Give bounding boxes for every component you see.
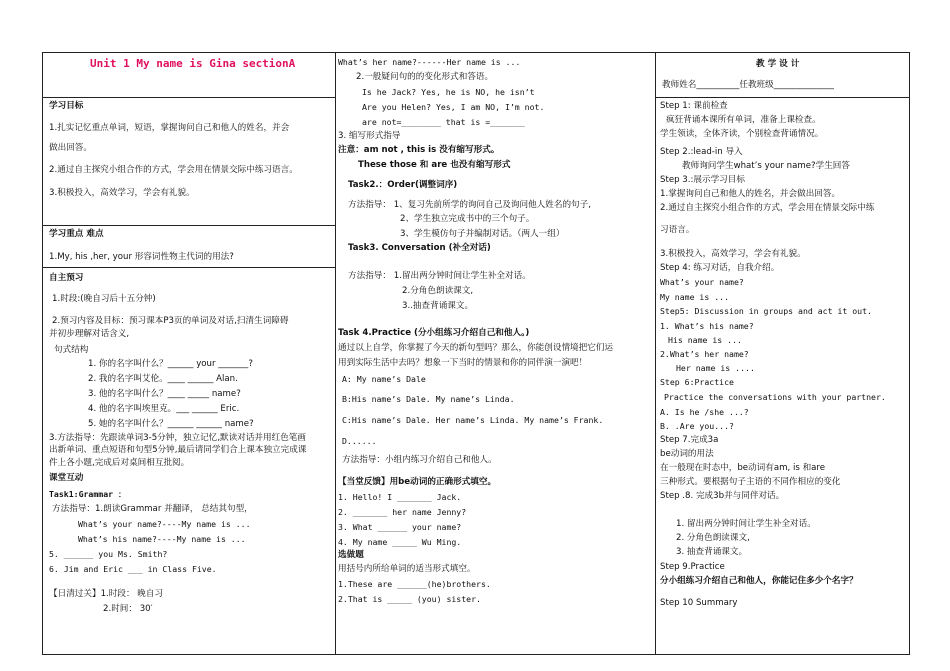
step-6: Step 6:Practice bbox=[660, 377, 734, 387]
step-1-detail-2: 学生领读，全体齐读，个别检查背诵情况。 bbox=[660, 129, 824, 139]
structure-line-2: 2. 我的名字叫艾伦。____ ______ Alan. bbox=[88, 374, 238, 384]
step-9: Step 9.Practice bbox=[660, 562, 725, 572]
step-5-line-2: His name is ... bbox=[668, 335, 742, 345]
step-3-goal-1: 1.掌握询问自己和他人的姓名，并会做出回答。 bbox=[660, 189, 841, 199]
daily-check: 【日清过关】1.时段： 晚自习 bbox=[49, 589, 164, 599]
step-5-line-3: 2.What’s her name? bbox=[660, 349, 749, 359]
optional-q1: 1.These are ______(he)brothers. bbox=[338, 579, 491, 589]
step-3-goal-3: 3.积极投入，高效学习，学会有礼貌。 bbox=[660, 249, 806, 259]
method-guide: 3.方法指导：先跟读单词3-5分钟，独立记忆,默读对话并用红色笔画 bbox=[49, 433, 306, 443]
step-1: Step 1: 课前检查 bbox=[660, 101, 728, 111]
task1-method: 方法指导：1.朗读Grammar 并翻译， 总结其句型， bbox=[52, 504, 253, 514]
task3-method-2: 2.分角色朗读课文, bbox=[402, 286, 474, 296]
step-10: Step 10 Summary bbox=[660, 598, 738, 608]
step-1-detail: 疯狂背诵本课所有单词，准备上课检查。 bbox=[666, 115, 821, 125]
feedback-q3: 3. What ______ your name? bbox=[338, 522, 462, 532]
daily-check-time: 2.时间： 30′ bbox=[103, 604, 153, 614]
method-guide-cont: 件上各小题,完成后对桌间相互批阅。 bbox=[49, 458, 190, 468]
column-student-plan bbox=[43, 53, 336, 654]
divider bbox=[43, 267, 335, 268]
question-form-heading: 2.一般疑问句的的变化形式和答语。 bbox=[356, 72, 494, 82]
self-study-heading: 自主预习 bbox=[49, 273, 84, 283]
step-6-line-1: Practice the conversations with your partner. bbox=[664, 392, 886, 402]
step-6-line-3: B. .Are you...? bbox=[660, 421, 734, 431]
grammar-q2: What’s his name?----My name is ... bbox=[78, 534, 246, 544]
task2-method-2: 2、学生独立完成书中的三个句子。 bbox=[400, 214, 535, 224]
task2-method: 方法指导： 1、复习先前所学的询问自己及询问他人姓名的句子, bbox=[348, 200, 591, 210]
dialog-line: Are you Helen? Yes, I am NO, I’m not. bbox=[362, 102, 545, 112]
optional-heading: 选做题 bbox=[338, 550, 364, 560]
feedback-heading: 【当堂反馈】用be动词的正确形式填空。 bbox=[338, 477, 497, 487]
feedback-q2: 2. _______ her name Jenny? bbox=[338, 507, 467, 517]
contraction-blanks: are not=________ that is =_______ bbox=[362, 117, 525, 127]
optional-q2: 2.That is _____ (you) sister. bbox=[338, 594, 481, 604]
step-8-line-2: 2. 分角色朗读课文, bbox=[676, 533, 750, 543]
practice-d: D...... bbox=[342, 436, 377, 446]
step-5: Step5: Discussion in groups and act it out. bbox=[660, 306, 872, 316]
step-3: Step 3.:展示学习目标 bbox=[660, 175, 745, 185]
task4-heading: Task 4.Practice (分小组练习介绍自己和他人。) bbox=[338, 328, 530, 338]
feedback-q4: 4. My name _____ Wu Ming. bbox=[338, 537, 462, 547]
structure-line-3: 3. 他的名字叫什么？____ _____ name? bbox=[88, 389, 241, 399]
task3-heading: Task3. Conversation (补全对话) bbox=[348, 243, 491, 253]
step-4-line-2: My name is ... bbox=[660, 292, 730, 302]
task3-method: 方法指导： 1.留出两分钟时间让学生补全对话。 bbox=[348, 271, 531, 281]
practice-c: C:His name’s Dale. Her name’s Linda. My name’s Frank. bbox=[342, 415, 604, 425]
goal-2: 2.通过自主探究小组合作的方式，学会用在情景交际中练习语言。 bbox=[49, 165, 298, 175]
step-7-line-3: 三种形式。要根据句子主语的不同作相应的变化 bbox=[660, 477, 841, 487]
worksheet-page bbox=[42, 52, 910, 655]
self-study-time: 1.时段:(晚自习后十五分钟) bbox=[52, 294, 156, 304]
sentence-structure: 句式结构 bbox=[54, 345, 89, 355]
task4-method: 方法指导：小组内练习介绍自己和他人。 bbox=[342, 455, 497, 465]
divider bbox=[656, 97, 909, 98]
step-6-line-2: A. Is he /she ...? bbox=[660, 407, 749, 417]
key-points-heading: 学习重点 难点 bbox=[49, 229, 104, 239]
dialog-line: Is he Jack? Yes, he is NO, he isn’t bbox=[362, 87, 535, 97]
step-5-line-4: Her name is .... bbox=[676, 363, 755, 373]
column-classroom-tasks bbox=[336, 53, 656, 654]
step-7-line-2: 在一般现在时态中，be动词有am, is 和are bbox=[660, 463, 826, 473]
design-heading: 教 学 设 计 bbox=[756, 59, 800, 69]
task2-heading: Task2.：Order(调整词序) bbox=[348, 180, 458, 190]
classroom-heading: 课堂互动 bbox=[49, 473, 84, 483]
step-7-line-1: be动词的用法 bbox=[660, 449, 714, 459]
contraction-note-2: These those 和 are 也没有缩写形式 bbox=[358, 160, 511, 170]
feedback-q1: 1. Hello! I _______ Jack. bbox=[338, 492, 462, 502]
dialog-line: What’s her name?------Her name is ... bbox=[338, 57, 521, 67]
contraction-heading: 3. 缩写形式指导 bbox=[338, 131, 401, 141]
learning-goals-heading: 学习目标 bbox=[49, 101, 84, 111]
grammar-q1: What’s your name?----My name is ... bbox=[78, 519, 251, 529]
task1-heading: Task1:Grammar ： bbox=[49, 489, 127, 499]
practice-b: B:His name’s Dale. My name’s Linda. bbox=[342, 394, 515, 404]
contraction-note: 注意：am not , this is 没有缩写形式。 bbox=[338, 145, 500, 155]
task4-intro: 通过以上自学，你掌握了今天的新句型吗？那么，你能创设情境把它们运 bbox=[338, 343, 614, 353]
goal-3: 3.积极投入，高效学习，学会有礼貌。 bbox=[49, 188, 195, 198]
grammar-q5: 5. ______ you Ms. Smith? bbox=[49, 549, 168, 559]
task3-method-3: 3..抽查背诵课文。 bbox=[402, 301, 474, 311]
step-3-goal-2-cont: 习语言。 bbox=[660, 225, 695, 235]
step-4-line-1: What’s your name? bbox=[660, 277, 744, 287]
step-4: Step 4: 练习对话，自我介绍。 bbox=[660, 263, 780, 273]
divider bbox=[43, 225, 335, 226]
structure-line-1: 1. 你的名字叫什么？______ your _______? bbox=[88, 359, 253, 369]
structure-line-4: 4. 他的名字叫埃里克。___ ______ Eric. bbox=[88, 404, 240, 414]
task4-intro-2: 用到实际生活中去吗？想象一下当时的情景和你的同伴演一演吧！ bbox=[338, 358, 588, 368]
step-9-detail: 分小组练习介绍自己和他人，你能记住多少个名字？ bbox=[660, 576, 858, 586]
preview-content-cont: 并初步理解对话含义, bbox=[49, 329, 130, 339]
method-guide-cont: 出新单词、重点短语和句型5分钟,最后请同学们合上课本独立完成课 bbox=[49, 445, 307, 455]
step-8-line-1: 1. 留出两分钟时间让学生补全对话。 bbox=[676, 519, 816, 529]
task2-method-3: 3、学生模仿句子并编制对话。（两人一组） bbox=[400, 229, 565, 239]
step-7: Step 7.完成3a bbox=[660, 435, 719, 445]
step-3-goal-2: 2.通过自主探究小组合作的方式，学会用在情景交际中练 bbox=[660, 203, 875, 213]
grammar-q6: 6. Jim and Eric ___ in Class Five. bbox=[49, 564, 217, 574]
step-2: Step 2.:lead-in 导入 bbox=[660, 147, 743, 157]
structure-line-5: 5. 她的名字叫什么？______ ______ name? bbox=[88, 419, 254, 429]
practice-a: A: My name’s Dale bbox=[342, 374, 426, 384]
goal-1-cont: 做出回答。 bbox=[49, 143, 92, 153]
step-8-line-3: 3. 抽查背诵课文。 bbox=[676, 547, 748, 557]
step-2-detail: 教师询问学生what’s your name?学生回答 bbox=[682, 161, 850, 171]
teacher-info: 教师姓名__________任教班级______________ bbox=[662, 80, 834, 90]
optional-instructions: 用括号内所给单词的适当形式填空。 bbox=[338, 564, 476, 574]
step-5-line-1: 1. What’s his name? bbox=[660, 321, 754, 331]
unit-title: Unit 1 My name is Gina sectionA bbox=[90, 57, 296, 70]
key-points: 1.My, his ,her, your 形容词性物主代词的用法? bbox=[49, 252, 234, 262]
divider bbox=[43, 97, 335, 98]
goal-1: 1.扎实记忆重点单词，短语，掌握询问自己和他人的姓名，并会 bbox=[49, 123, 290, 133]
preview-content: 2.预习内容及目标：预习课本P3页的单词及对话,扫清生词障碍 bbox=[52, 316, 289, 326]
column-teaching-design bbox=[656, 53, 909, 654]
step-8: Step .8. 完成3b并与同伴对话。 bbox=[660, 491, 785, 501]
